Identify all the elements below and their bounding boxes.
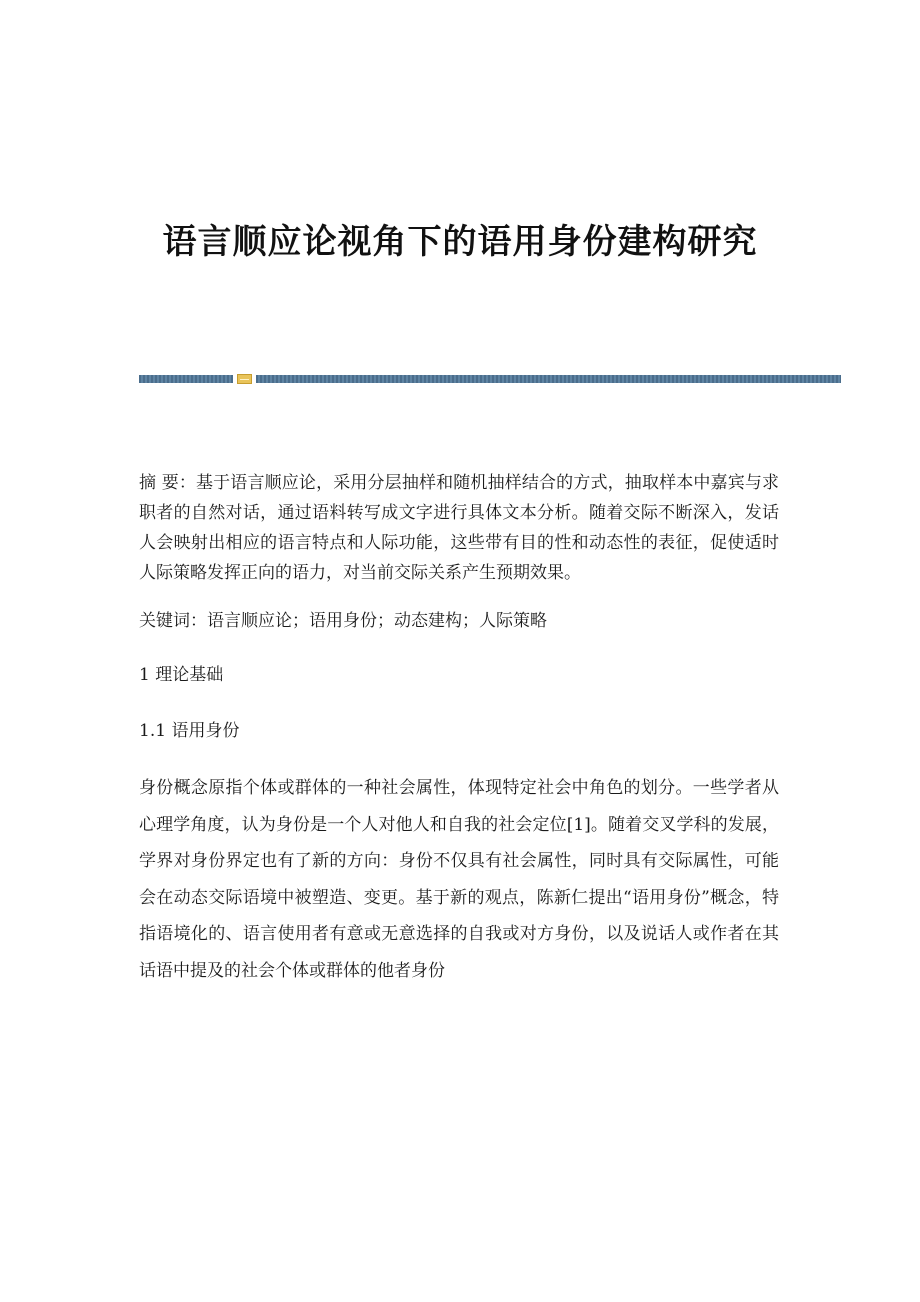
section-heading: 1 理论基础 [139, 665, 224, 685]
abstract: 摘 要：基于语言顺应论，采用分层抽样和随机抽样结合的方式，抽取样本中嘉宾与求职者的自然对话，通过语料转写成文字进行具体文本分析。随着交际不断深入，发话人会映射出相应的语言特点和人际功能，这些带有目的性和动态性的表征，促使适时人际策略发挥正向的语力，对当前交际关系产生预期效果。 [139, 473, 779, 583]
divider-ornament [237, 374, 252, 384]
paper-title: 语言顺应论视角下的语用身份建构研究 [162, 222, 758, 262]
paper-body [139, 468, 779, 989]
divider-bar-left [139, 375, 233, 383]
title-divider [139, 374, 841, 384]
keywords: 关键词：语言顺应论；语用身份；动态建构；人际策略 [139, 611, 547, 631]
body-paragraph: 身份概念原指个体或群体的一种社会属性，体现特定社会中角色的划分。一些学者从心理学角度，认为身份是一个人对他人和自我的社会定位[1]。随着交叉学科的发展，学界对身份界定也有了新的方向：身份不仅具有社会属性，同时具有交际属性，可能会在动态交际语境中被塑造、变更。基于新的观点，陈新仁提出“语用身份”概念，特指语境化的、语言使用者有意或无意选择的自我或对方身份，以及说话人或作者在其话语中提及的社会个体或群体的他者身份 [139, 778, 779, 981]
subsection-heading: 1.1 语用身份 [139, 721, 240, 741]
divider-bar-right [256, 375, 841, 383]
